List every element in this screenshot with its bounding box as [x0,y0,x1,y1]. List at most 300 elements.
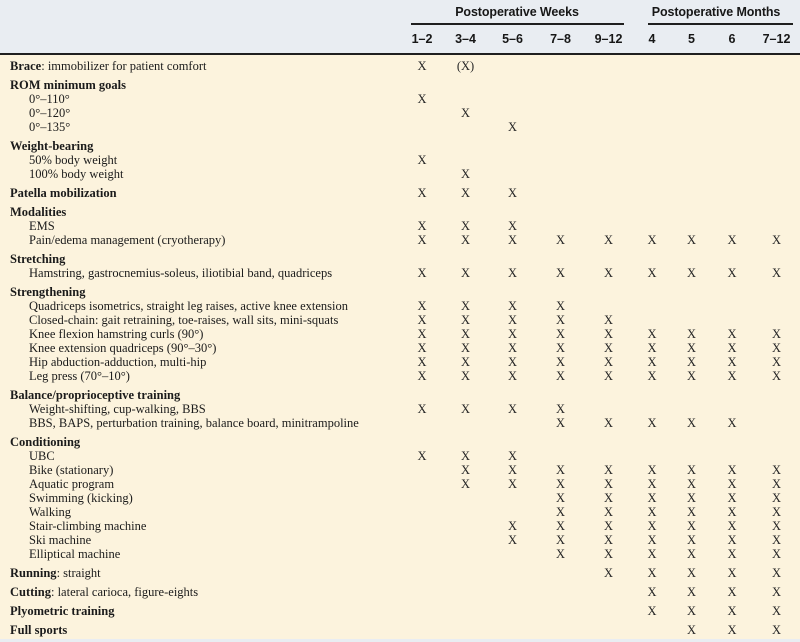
table-row [0,233,800,247]
mark-cell-empty [585,106,632,120]
mark-cell-x: X [686,547,697,561]
row-label: Knee extension quadriceps (90°–30°) [29,341,217,355]
mark-cell-x: X [727,505,737,519]
table-row [0,449,800,463]
mark-cell-x: X [417,341,427,355]
mark-cell-x: X [686,369,697,383]
mark-cell-x: X [417,153,427,167]
mark-cell-x: X [727,566,737,580]
mark-cell-empty [753,186,800,200]
mark-cell-empty [672,435,711,449]
mark-cell-x: X [460,106,471,120]
column-label-2: 5–6 [502,32,523,46]
mark-cell-x: X [647,463,657,477]
mark-cell-empty [632,92,672,106]
mark-cell-x: X [686,341,697,355]
mark-cell-x: X [603,491,614,505]
table-row [0,416,800,430]
mark-cell-empty [672,205,711,219]
mark-cell-empty [753,167,800,181]
row-label: Full sports [10,623,68,637]
mark-cell-x: X [417,449,427,463]
mark-cell-x: X [686,463,697,477]
row-label: Quadriceps isometrics, straight leg raises, active knee extension [29,299,348,313]
mark-cell-empty [536,219,585,233]
mark-cell-x: X [686,623,697,637]
mark-cell-x: X [555,355,566,369]
group-title-weeks: Postoperative Weeks [455,5,579,19]
mark-cell-x: X [603,566,614,580]
mark-cell-x: X [507,219,518,233]
mark-cell-x: X [555,505,566,519]
row-label [0,566,402,580]
mark-cell-empty [536,106,585,120]
mark-cell-empty [489,435,536,449]
mark-cell-x: X [647,369,657,383]
mark-cell-x: X [771,327,782,341]
mark-cell-x: X [771,491,782,505]
mark-cell-empty [672,59,711,73]
mark-cell-empty [489,388,536,402]
mark-cell-x: X [727,623,737,637]
mark-cell-x: X [727,369,737,383]
mark-cell-empty [442,205,489,219]
row-label: Aquatic program [29,477,115,491]
group-postoperative-weeks [402,0,632,53]
mark-cell-x: X [686,233,697,247]
table-row [0,285,800,299]
mark-cell-x: X [771,369,782,383]
mark-cell-empty [585,402,632,416]
mark-cell-empty [711,106,753,120]
column-label-3: 7–8 [550,32,571,46]
mark-cell-empty [585,78,632,92]
mark-cell-empty [711,205,753,219]
row-label: Stair-climbing machine [29,519,147,533]
mark-cell-x: X [727,266,737,280]
mark-cell-empty [402,388,442,402]
row-label: Balance/proprioceptive training [10,388,181,402]
mark-cell-x: X [417,327,427,341]
mark-cell-empty [672,139,711,153]
mark-cell-empty [753,205,800,219]
table-header [0,0,800,53]
table-row [0,327,800,341]
mark-cell-x: X [771,505,782,519]
mark-cell-x: X [507,341,518,355]
mark-cell-empty [711,186,753,200]
mark-cell-empty [402,120,442,134]
mark-cell-x: X [507,355,518,369]
mark-cell-x: X [460,477,471,491]
mark-cell-x: X [686,585,697,599]
mark-cell-x: X [727,416,737,430]
mark-cell-empty [632,106,672,120]
mark-cell-x: X [603,313,614,327]
mark-cell-empty [711,435,753,449]
mark-cell-empty [632,299,672,313]
mark-cell-empty [753,92,800,106]
mark-cell-empty [753,59,800,73]
mark-cell-x: X [603,547,614,561]
mark-cell-empty [536,585,585,599]
table-row [0,153,800,167]
mark-cell-x: X [771,566,782,580]
mark-cell-empty [753,219,800,233]
mark-cell-x: X [686,266,697,280]
mark-cell-x: X [555,313,566,327]
mark-cell-x: X [507,449,518,463]
mark-cell-empty [585,435,632,449]
mark-cell-x: X [686,327,697,341]
mark-cell-x: X [647,416,657,430]
mark-cell-empty [632,623,672,637]
mark-cell-empty [489,205,536,219]
mark-cell-empty [402,139,442,153]
mark-cell-x: X [417,266,427,280]
table-row [0,435,800,449]
mark-cell-empty [585,139,632,153]
mark-cell-x: X [555,266,566,280]
mark-cell-empty [442,604,489,618]
mark-cell-empty [442,505,489,519]
mark-cell-empty [402,623,442,637]
mark-cell-empty [753,285,800,299]
mark-cell-empty [632,313,672,327]
mark-cell-x: X [507,327,518,341]
mark-cell-x: X [555,402,566,416]
mark-cell-empty [711,59,753,73]
mark-cell-empty [672,252,711,266]
mark-cell-empty [711,167,753,181]
table-row [0,205,800,219]
row-label-bold-prefix: Cutting [10,585,51,599]
mark-cell-x: X [686,491,697,505]
row-label: 100% body weight [29,167,124,181]
mark-cell-empty [402,566,442,580]
row-label: 0°–135° [29,120,71,134]
mark-cell-x: X [647,505,657,519]
mark-cell-x: X [647,477,657,491]
mark-cell-empty [402,547,442,561]
mark-cell-empty [672,186,711,200]
mark-cell-x: X [603,369,614,383]
mark-cell-empty [536,186,585,200]
header-spacer [0,0,402,53]
mark-cell-x: X [417,355,427,369]
mark-cell-empty [489,92,536,106]
table-row [0,585,800,599]
mark-cell-empty [632,219,672,233]
row-label-rest: : immobilizer for patient comfort [41,59,207,73]
table-row [0,139,800,153]
mark-cell-empty [442,533,489,547]
row-label: Bike (stationary) [29,463,114,477]
mark-cell-x: X [507,369,518,383]
row-label: UBC [29,449,55,463]
mark-cell-x: X [727,355,737,369]
mark-cell-empty [489,167,536,181]
mark-cell-empty [536,388,585,402]
mark-cell-x: X [460,313,471,327]
mark-cell-empty [442,92,489,106]
row-label: Strengthening [10,285,86,299]
mark-cell-empty [672,388,711,402]
mark-cell-x: X [460,186,471,200]
mark-cell-empty [442,252,489,266]
row-label: Pain/edema management (cryotherapy) [29,233,226,247]
mark-cell-x: X [555,327,566,341]
mark-cell-empty [632,449,672,463]
table-row [0,533,800,547]
mark-cell-x: X [417,186,427,200]
mark-cell-x: X [555,369,566,383]
mark-cell-x: X [507,266,518,280]
mark-cell-empty [585,585,632,599]
mark-cell-empty [442,388,489,402]
months-column-labels [632,25,800,53]
mark-cell-empty [672,285,711,299]
mark-cell-empty [672,449,711,463]
group-postoperative-months [632,0,800,53]
mark-cell-x: X [686,604,697,618]
mark-cell-empty [672,299,711,313]
mark-cell-x: X [686,566,697,580]
mark-cell-x: X [771,623,782,637]
mark-cell-empty [442,623,489,637]
mark-cell-empty [402,205,442,219]
mark-cell-empty [585,219,632,233]
mark-cell-x: X [686,505,697,519]
mark-cell-empty [585,59,632,73]
mark-cell-x: X [507,463,518,477]
table-row [0,219,800,233]
row-label: ROM minimum goals [10,78,126,92]
mark-cell-empty [672,402,711,416]
mark-cell-empty [489,585,536,599]
mark-cell-x: X [507,519,518,533]
row-label: Weight-bearing [10,139,94,153]
table-row [0,120,800,134]
mark-cell-x: X [647,341,657,355]
table-body [0,53,800,639]
mark-cell-empty [632,285,672,299]
mark-cell-x: X [507,299,518,313]
mark-cell-empty [536,252,585,266]
mark-cell-x: X [603,416,614,430]
mark-cell-x: X [647,355,657,369]
column-label-0: 1–2 [411,32,433,46]
mark-cell-x: X [647,233,657,247]
table-row [0,78,800,92]
mark-cell-empty [442,585,489,599]
mark-cell-empty [402,491,442,505]
row-label: Walking [29,505,72,519]
row-label: EMS [29,219,55,233]
mark-cell-x: X [417,369,427,383]
mark-cell-empty [711,402,753,416]
mark-cell-empty [632,252,672,266]
table-row [0,355,800,369]
row-label: Plyometric training [10,604,115,618]
mark-cell-x: X [417,402,427,416]
mark-cell-x: X [603,266,614,280]
mark-cell-empty [753,402,800,416]
mark-cell-empty [442,120,489,134]
mark-cell-empty [536,449,585,463]
mark-cell-x: X [507,402,518,416]
mark-cell-x: X [647,491,657,505]
mark-cell-x: X [603,355,614,369]
mark-cell-x: X [460,219,471,233]
row-label: Knee flexion hamstring curls (90°) [29,327,204,341]
column-label-6: 5 [688,32,695,46]
mark-cell-x: X [603,505,614,519]
mark-cell-empty [632,139,672,153]
mark-cell-empty [536,167,585,181]
mark-cell-x: X [771,585,782,599]
mark-cell-empty [753,416,800,430]
mark-cell-x: X [555,547,566,561]
mark-cell-empty [489,416,536,430]
mark-cell-empty [585,285,632,299]
mark-cell-x: X [771,477,782,491]
mark-cell-empty [632,78,672,92]
table-row [0,463,800,477]
mark-cell-empty [711,449,753,463]
mark-cell-x: X [555,491,566,505]
mark-cell-x: X [507,233,518,247]
mark-cell-x: X [555,299,566,313]
mark-cell-x: X [727,585,737,599]
mark-cell-x: X [460,167,471,181]
weeks-column-labels [402,25,632,53]
mark-cell-empty [442,519,489,533]
mark-cell-empty [442,435,489,449]
mark-cell-empty [753,120,800,134]
mark-cell-x: X [555,416,566,430]
column-label-8: 7–12 [762,32,791,46]
mark-cell-x: X [603,233,614,247]
mark-cell-empty [489,285,536,299]
mark-cell-empty [402,463,442,477]
row-label: BBS, BAPS, perturbation training, balance board, minitrampoline [29,416,359,430]
mark-cell-x: X [686,416,697,430]
mark-cell-empty [753,78,800,92]
mark-cell-empty [536,153,585,167]
mark-cell-x: X [507,313,518,327]
table-row [0,604,800,618]
table-row [0,341,800,355]
mark-cell-x: X [417,313,427,327]
mark-cell-x: X [647,585,657,599]
mark-cell-x: X [647,547,657,561]
table-row [0,477,800,491]
mark-cell-empty [536,604,585,618]
mark-cell-empty [711,299,753,313]
row-label: Stretching [10,252,66,266]
mark-cell-x: X [603,327,614,341]
mark-cell-x: X [603,477,614,491]
mark-cell-empty [753,252,800,266]
mark-cell-x: X [647,604,657,618]
mark-cell-x: X [771,355,782,369]
mark-cell-empty [672,167,711,181]
mark-cell-x: X [647,519,657,533]
mark-cell-empty [402,285,442,299]
mark-cell-empty [442,153,489,167]
mark-cell-empty [711,120,753,134]
mark-cell-x: X [727,533,737,547]
mark-cell-empty [442,566,489,580]
mark-cell-x: X [460,355,471,369]
column-label-5: 4 [648,32,656,46]
mark-cell-x: X [417,233,427,247]
row-label: 0°–110° [29,92,70,106]
mark-cell-empty [489,566,536,580]
mark-cell-x: X [727,327,737,341]
mark-cell-x: X [647,533,657,547]
mark-cell-empty [632,205,672,219]
mark-cell-x: X [686,477,697,491]
mark-cell-empty [489,623,536,637]
row-label: Patella mobilization [10,186,117,200]
row-label: Closed-chain: gait retraining, toe-raises, wall sits, mini-squats [29,313,339,327]
mark-cell-empty [632,388,672,402]
mark-cell-empty [632,435,672,449]
mark-cell-empty [672,78,711,92]
mark-cell-x: X [686,519,697,533]
mark-cell-x: X [507,533,518,547]
mark-cell-empty [442,78,489,92]
row-label: Conditioning [10,435,81,449]
mark-cell-x: X [555,233,566,247]
mark-cell-empty [672,106,711,120]
mark-cell-empty [632,153,672,167]
mark-cell-empty [585,604,632,618]
mark-cell-x: X [417,92,427,106]
mark-cell-empty [753,153,800,167]
mark-cell-empty [753,313,800,327]
mark-cell-empty [711,285,753,299]
mark-cell-empty [585,186,632,200]
mark-cell-x: X [647,327,657,341]
mark-cell-empty [442,416,489,430]
row-label: Hip abduction-adduction, multi-hip [29,355,207,369]
mark-cell-empty [585,388,632,402]
mark-cell-x: X [555,519,566,533]
mark-cell-x: X [417,59,427,73]
mark-cell-empty [402,604,442,618]
mark-cell-x: X [603,533,614,547]
mark-cell-empty [536,623,585,637]
mark-cell-x: X [771,604,782,618]
mark-cell-x: X [507,477,518,491]
mark-cell-x: X [727,604,737,618]
mark-cell-x: X [771,519,782,533]
mark-cell-empty [711,252,753,266]
row-label: Elliptical machine [29,547,121,561]
mark-cell-empty [585,623,632,637]
mark-cell-x: X [460,463,471,477]
mark-cell-x: (X) [456,59,475,73]
row-label: Modalities [10,205,67,219]
mark-cell-empty [672,120,711,134]
mark-cell-empty [489,505,536,519]
mark-cell-empty [585,449,632,463]
mark-cell-empty [402,505,442,519]
table-row [0,266,800,280]
